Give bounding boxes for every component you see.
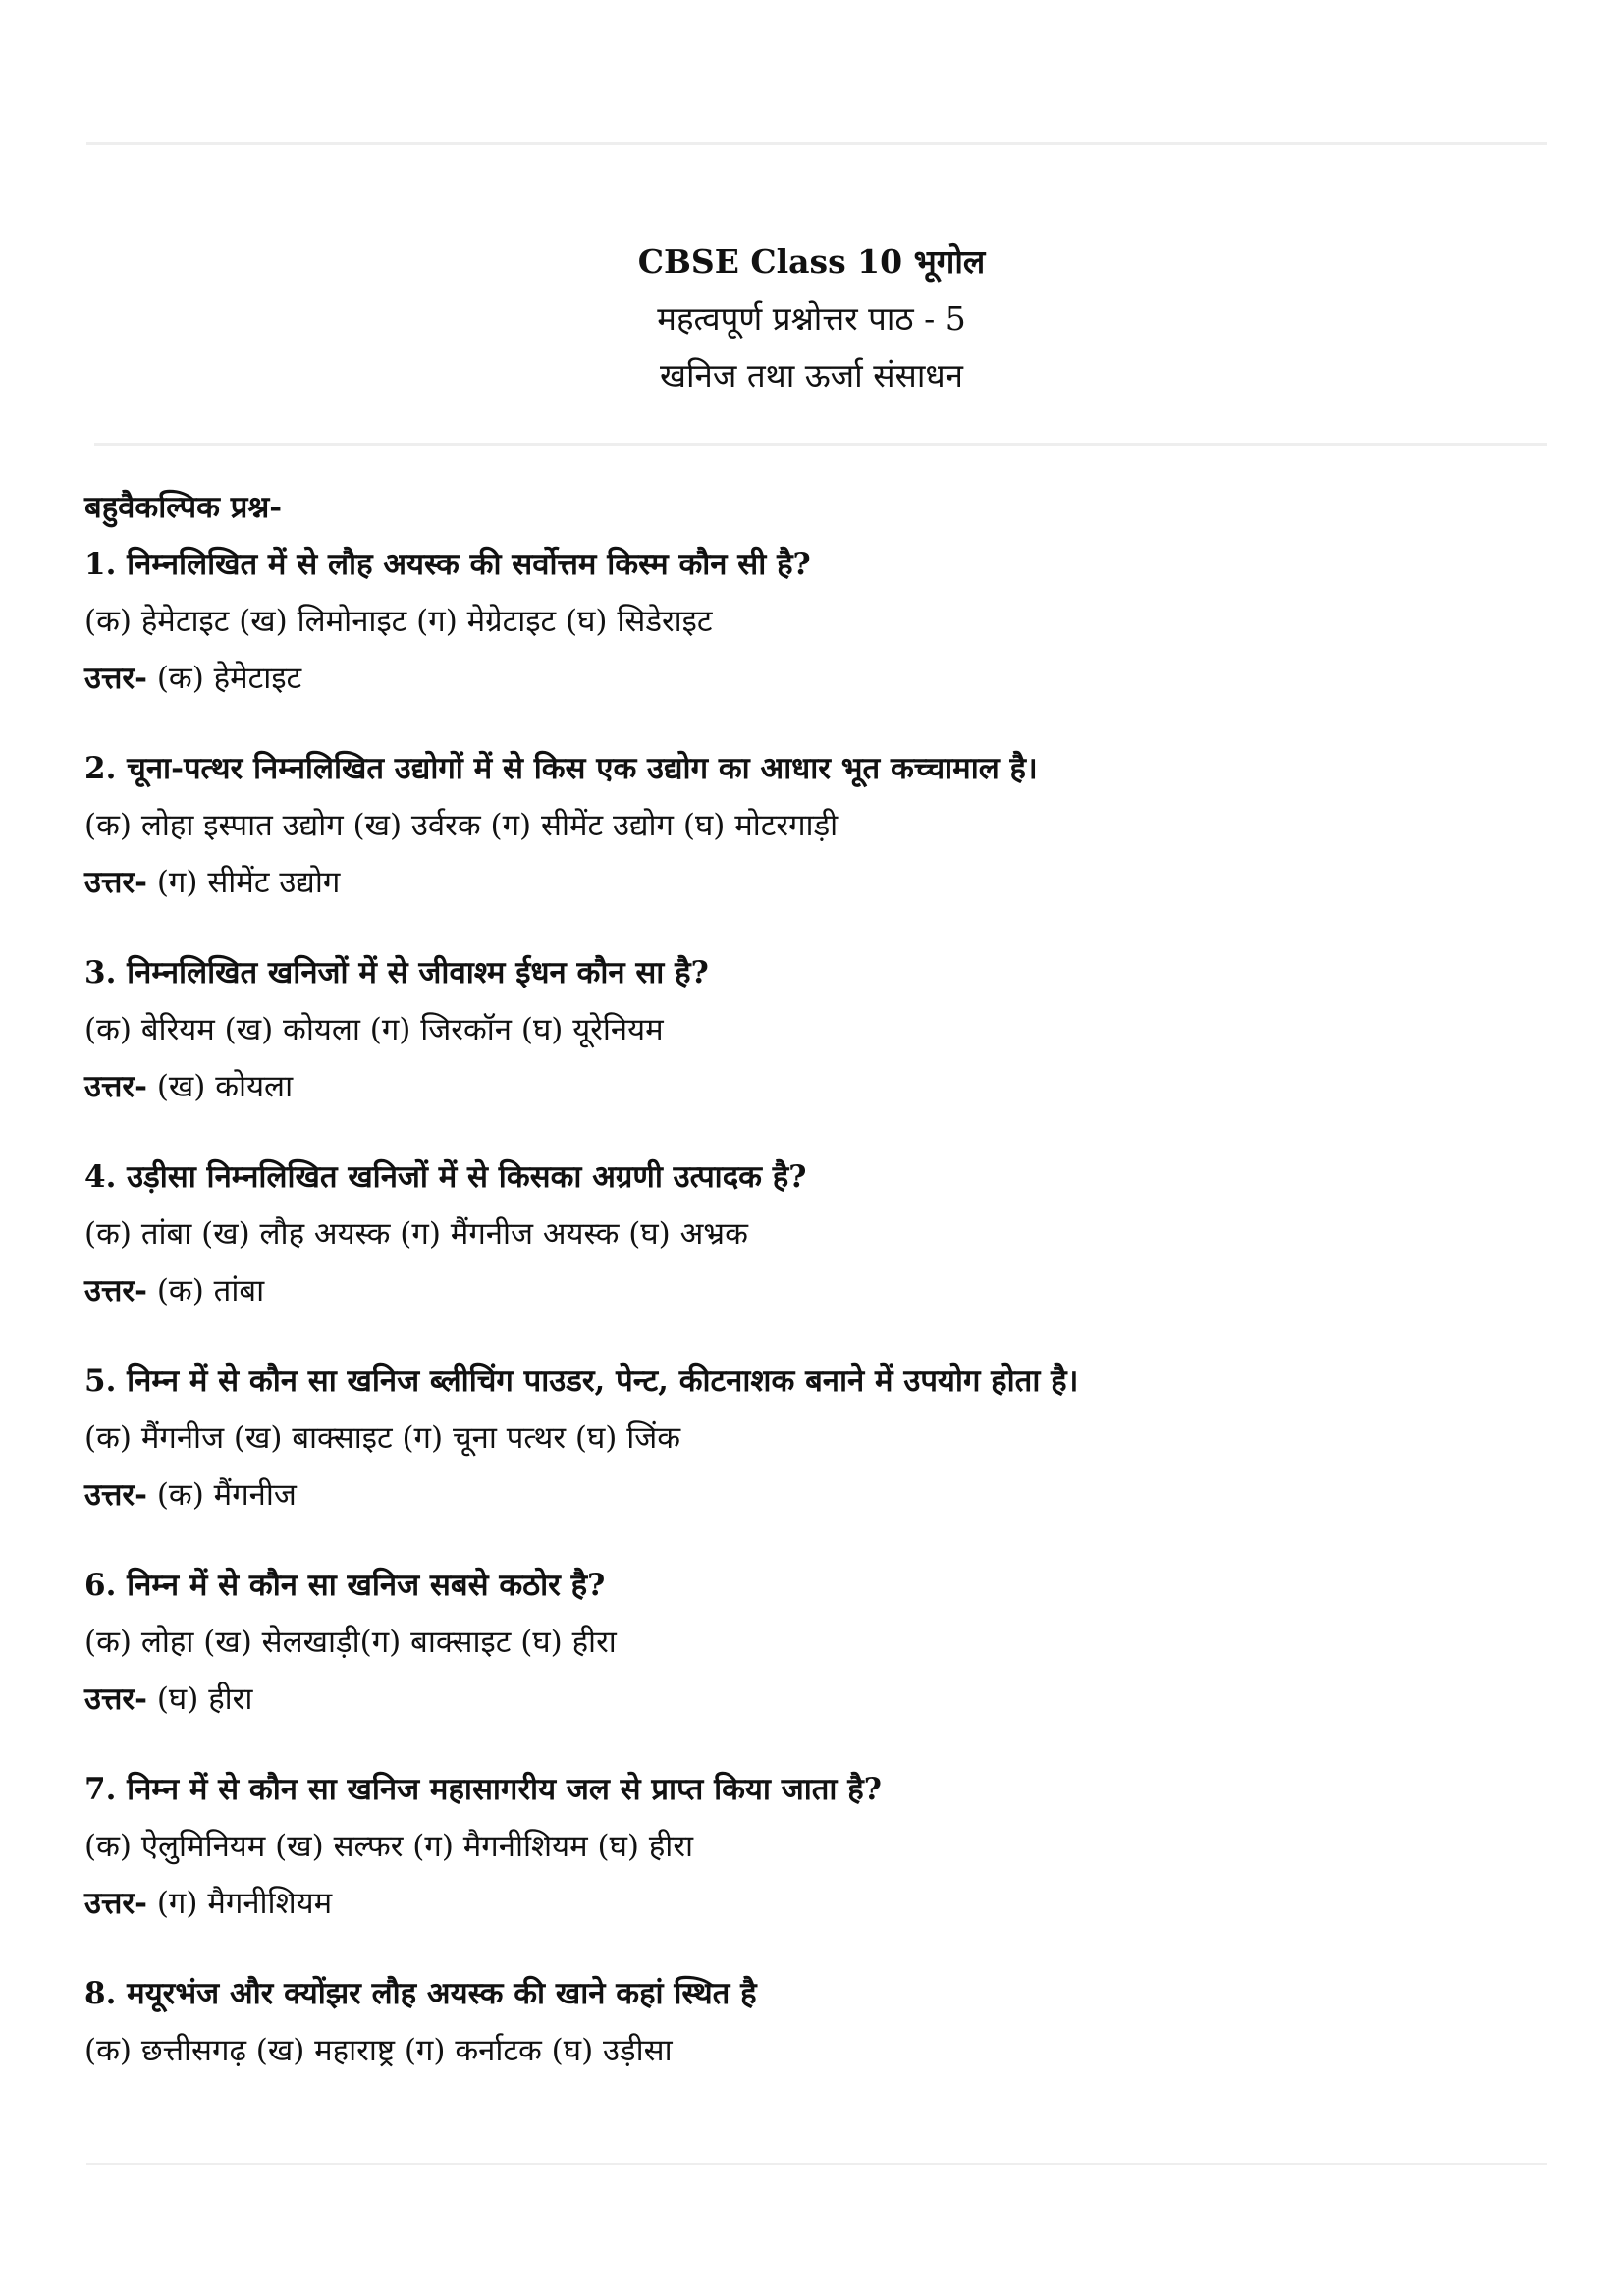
question-item-5 (84, 1353, 1557, 1523)
question-item-6 (84, 1557, 1557, 1728)
question-item-3 (84, 944, 1557, 1115)
question-answer (84, 854, 1557, 911)
question-options: (क) लोहा इस्पात उद्योग (ख) उर्वरक (ग) सीमेंट उद्योग (घ) मोटरगाड़ी (84, 808, 839, 843)
question-answer (84, 1262, 1557, 1319)
answer-label: उत्तर- (84, 1886, 147, 1921)
question-text: 4. उड़ीसा निम्नलिखित खनिजों में से किसका अग्रणी उत्पादक है? (84, 1159, 807, 1195)
document-header (0, 234, 1623, 404)
answer-label: उत्तर- (84, 865, 147, 900)
answer-label: उत्तर- (84, 661, 147, 696)
question-text: 3. निम्नलिखित खनिजों में से जीवाश्म ईधन कौन सा है? (84, 955, 709, 990)
answer-label: उत्तर- (84, 1477, 147, 1513)
question-text: 5. निम्न में से कौन सा खनिज ब्लीचिंग पाउडर, पेन्ट, कीटनाशक बनाने में उपयोग होता है। (84, 1363, 1079, 1399)
question-answer (84, 1671, 1557, 1728)
question-text: 1. निम्नलिखित में से लौह अयस्क की सर्वोत्तम किस्म कौन सी है? (84, 547, 811, 582)
question-answer (84, 1467, 1557, 1523)
question-options: (क) हेमेटाइट (ख) लिमोनाइट (ग) मेग्रेटाइट (घ) सिडेराइट (84, 604, 713, 639)
page-title: CBSE Class 10 भूगोल (637, 242, 986, 281)
question-text: 2. चूना-पत्थर निम्नलिखित उद्योगों में से किस एक उद्योग का आधार भूत कच्चामाल है। (84, 751, 1038, 786)
question-item-2 (84, 740, 1557, 911)
answer-label: उत्तर- (84, 1682, 147, 1717)
section-title: बहुवैकल्पिक प्रश्न- (84, 490, 283, 525)
question-options: (क) छत्तीसगढ़ (ख) महाराष्ट्र (ग) कर्नाटक (घ) उड़ीसा (84, 2033, 673, 2068)
question-item-1 (84, 536, 1557, 707)
chapter-title: खनिज तथा ऊर्जा संसाधन (660, 356, 963, 395)
answer-value: (क) तांबा (156, 1273, 265, 1308)
question-item-8 (84, 1965, 1557, 2079)
question-text: 8. मयूरभंज और क्योंझर लौह अयस्क की खाने कहां स्थित है (84, 1976, 757, 2011)
top-divider (86, 142, 1547, 145)
answer-value: (घ) हीरा (156, 1682, 253, 1717)
question-item-7 (84, 1761, 1557, 1932)
header-divider (94, 443, 1547, 446)
answer-value: (क) हेमेटाइट (156, 661, 302, 696)
answer-label: उत्तर- (84, 1069, 147, 1104)
question-answer (84, 1875, 1557, 1932)
answer-value: (क) मैंगनीज (156, 1477, 297, 1513)
question-text: 7. निम्न में से कौन सा खनिज महासागरीय जल से प्राप्त किया जाता है? (84, 1772, 882, 1807)
question-list (84, 479, 1557, 2112)
answer-label: उत्तर- (84, 1273, 147, 1308)
question-text: 6. निम्न में से कौन सा खनिज सबसे कठोर है? (84, 1568, 606, 1603)
question-answer (84, 650, 1557, 707)
question-options: (क) मैंगनीज (ख) बाक्साइट (ग) चूना पत्थर (घ) जिंक (84, 1420, 681, 1456)
question-options: (क) तांबा (ख) लौह अयस्क (ग) मैंगनीज अयस्क (घ) अभ्रक (84, 1216, 748, 1252)
answer-value: (ग) मैगनीशियम (156, 1886, 333, 1921)
answer-value: (ग) सीमेंट उद्योग (156, 865, 341, 900)
bottom-divider (86, 2163, 1547, 2165)
question-options: (क) ऐलुमिनियम (ख) सल्फर (ग) मैगनीशियम (घ) हीरा (84, 1829, 694, 1864)
question-options: (क) लोहा (ख) सेलखाड़ी(ग) बाक्साइट (घ) हीरा (84, 1625, 617, 1660)
question-options: (क) बेरियम (ख) कोयला (ग) जिरकॉन (घ) यूरेनियम (84, 1012, 664, 1047)
question-item-4 (84, 1148, 1557, 1319)
page-subtitle: महत्वपूर्ण प्रश्नोत्तर पाठ - 5 (657, 299, 966, 338)
answer-value: (ख) कोयला (156, 1069, 294, 1104)
question-answer (84, 1058, 1557, 1115)
